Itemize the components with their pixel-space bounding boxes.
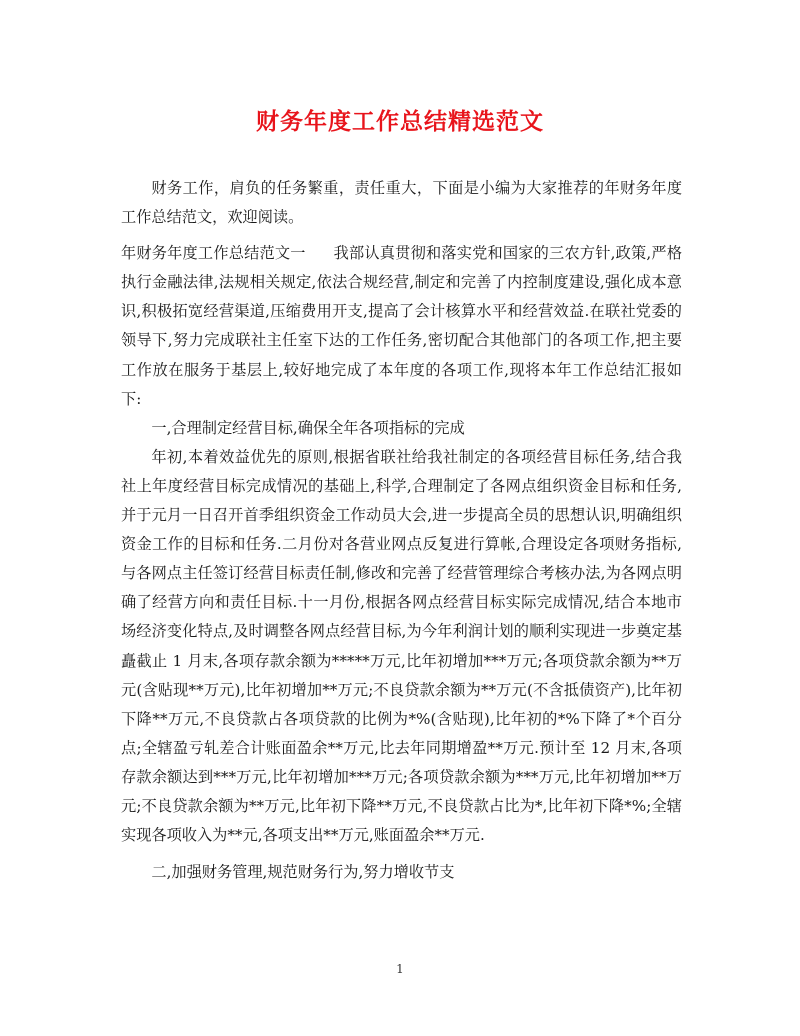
document-title: 财务年度工作总结精选范文 bbox=[256, 108, 544, 135]
section-1-body: 年初,本着效益优先的原则,根据省联社给我社制定的各项经营目标任务,结合我社上年度经营目标完成情况的基础上,科学,合理制定了各网点组织资金目标和任务,并于元月一日召开首季组织资金工作动员大会,进一步提高全员的思想认识,明确组织资金工作的目标和任务.二月份对各营业网点反复进行算帐,合理设定各项财务指标,与各网点主任签订经营目标责任制,修改和完善了经营管理综合考核办法,为各网点明确了经营方向和责任目标.十一月份,根据各网点经营目标实际完成情况,结合本地市场经济变化特点,及时调整各网点经营目标,为今年利润计划的顺利实现进一步奠定基矗截止 1 月末,各项存款余额为*****万元,比年初增加***万元;各项贷款余额为**万元(含贴现**万元),比年初增加**万元;不良贷款余额为**万元(不含抵债资产),比年初下降**万元,不良贷款占各项贷款的比例为*%(含贴现),比年初的*%下降了*个百分点;全辖盈亏轧差合计账面盈余**万元,比去年同期增盈**万元.预计至 12 月末,各项存款余额达到***万元,比年初增加***万元;各项贷款余额为***万元,比年初增加**万元;不良贷款余额为**万元,比年初下降**万元,不良贷款占比为*,比年初下降*%;全辖实现各项收入为**元,各项支出**万元,账面盈余**万元. bbox=[121, 447, 682, 845]
sample-opening-text: 我部认真贯彻和落实党和国家的三农方针,政策,严格执行金融法律,法规相关规定,依法合规经营,制定和完善了内控制度建设,强化成本意识,积极拓宽经营渠道,压缩费用开支,提高了会计核算水平和经营效益.在联社党委的领导下,努力完成联社主任室下达的工作任务,密切配合其他部门的各项工作,把主要工作放在服务于基层上,较好地完成了本年度的各项工作,现将本年工作总结汇报如下: bbox=[121, 244, 683, 408]
sample-label: 年财务年度工作总结范文一 bbox=[121, 244, 306, 263]
document-body bbox=[121, 174, 682, 887]
section-1-heading: 一,合理制定经营目标,确保全年各项指标的完成 bbox=[151, 418, 465, 437]
sample-paragraph bbox=[121, 239, 682, 414]
intro-paragraph: 财务工作，肩负的任务繁重，责任重大，下面是小编为大家推荐的年财务年度工作总结范文，欢迎阅读。 bbox=[121, 179, 682, 227]
page-number: 1 bbox=[396, 962, 404, 976]
section-2-heading: 二,加强财务管理,规范财务行为,努力增收节支 bbox=[151, 863, 455, 882]
